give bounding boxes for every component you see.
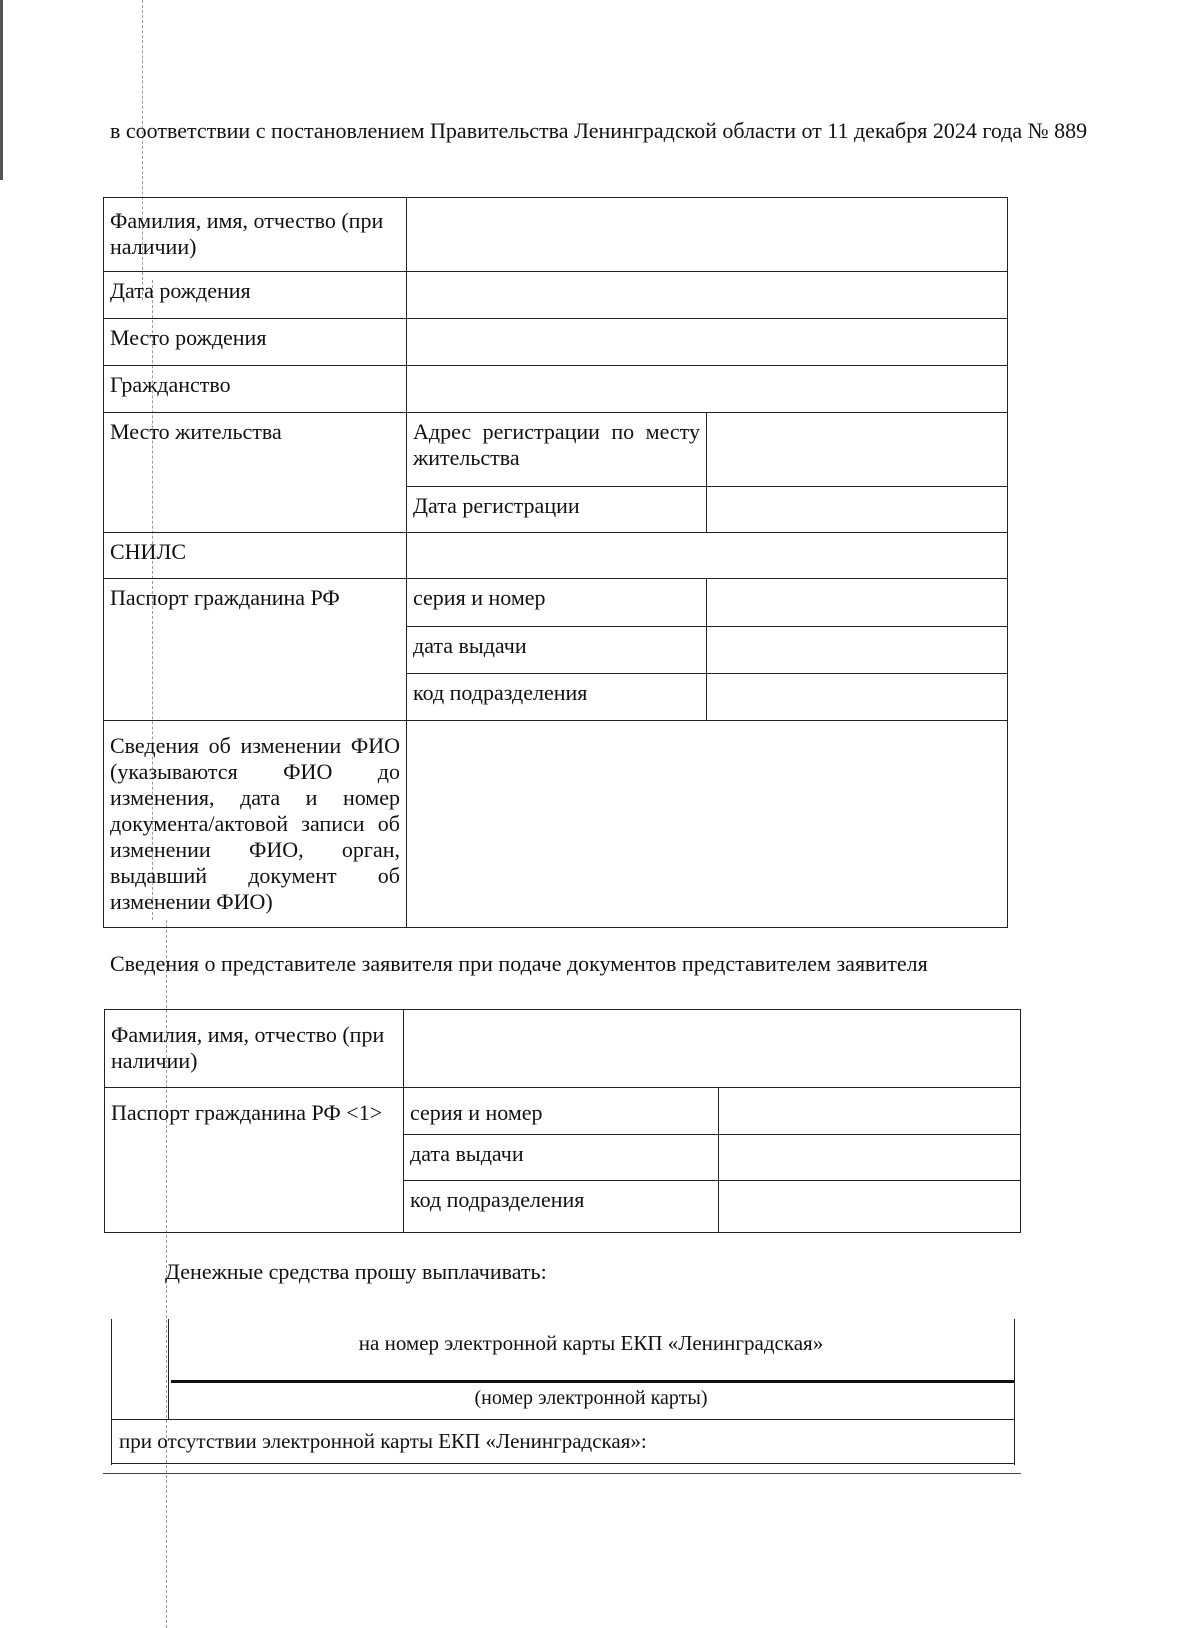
residence-label: Место жительства (104, 413, 407, 533)
rep-fio-field[interactable] (404, 1010, 1021, 1088)
reg-date-label: Дата регистрации (407, 487, 707, 533)
payout-options-box (111, 1319, 1015, 1465)
rep-passport-series-label: серия и номер (404, 1088, 719, 1135)
fio-field[interactable] (407, 198, 1008, 272)
rep-passport-label: Паспорт гражданина РФ <1> (105, 1088, 404, 1233)
representative-section-title: Сведения о представителе заявителя при подаче документов представителем заявителя (110, 951, 928, 976)
reg-date-field[interactable] (707, 487, 1008, 533)
birth-place-field[interactable] (407, 319, 1008, 366)
applicant-table (103, 197, 1008, 928)
name-change-label: Сведения об изменении ФИО (указываются ФИО до изменения, дата и номер документа/актовой записи об изменении ФИО, орган, выдавший документ об изменении ФИО) (104, 721, 407, 928)
card-number-field[interactable] (171, 1349, 1014, 1379)
no-card-option-label: при отсутствии электронной карты ЕКП «Ленинградская»: (119, 1429, 647, 1453)
payout-checkbox-divider (168, 1319, 169, 1420)
rep-passport-division-field[interactable] (719, 1181, 1021, 1233)
intro-text: в соответствии с постановлением Правительства Ленинградской области от 11 декабря 2024 года № 889 (110, 118, 1088, 143)
card-number-line (171, 1380, 1014, 1383)
card-option-label: на номер электронной карты ЕКП «Ленинградская» (358, 1331, 824, 1355)
birth-date-field[interactable] (407, 272, 1008, 319)
snils-label: СНИЛС (104, 533, 407, 579)
birth-date-label: Дата рождения (104, 272, 407, 319)
reg-address-field[interactable] (707, 413, 1008, 487)
rep-fio-label: Фамилия, имя, отчество (при наличии) (105, 1010, 404, 1088)
passport-division-field[interactable] (707, 674, 1008, 721)
rep-passport-series-field[interactable] (719, 1088, 1021, 1135)
payout-row-divider (111, 1419, 1015, 1420)
payout-box-bottom-border (111, 1463, 1015, 1464)
reg-address-label (407, 413, 707, 487)
representative-table (104, 1009, 1021, 1233)
reg-address-text: Адрес регистрации по месту жительства (413, 419, 700, 470)
citizenship-field[interactable] (407, 366, 1008, 413)
rep-passport-issue-date-field[interactable] (719, 1135, 1021, 1181)
card-option-checkbox[interactable] (113, 1321, 166, 1417)
passport-division-label: код подразделения (407, 674, 707, 721)
citizenship-label: Гражданство (104, 366, 407, 413)
snils-field[interactable] (407, 533, 1008, 579)
passport-series-field[interactable] (707, 579, 1008, 627)
rep-passport-issue-date-label: дата выдачи (404, 1135, 719, 1181)
rep-passport-division-label: код подразделения (404, 1181, 719, 1233)
passport-label: Паспорт гражданина РФ (104, 579, 407, 721)
card-number-caption: (номер электронной карты) (474, 1387, 708, 1409)
bottom-rule (103, 1473, 1021, 1474)
payout-title: Денежные средства прошу выплачивать: (165, 1259, 547, 1284)
payout-box-left-border (111, 1319, 112, 1465)
passport-series-label: серия и номер (407, 579, 707, 627)
passport-issue-date-label: дата выдачи (407, 627, 707, 674)
birth-place-label: Место рождения (104, 319, 407, 366)
fio-label: Фамилия, имя, отчество (при наличии) (104, 198, 407, 272)
scan-edge-mark (0, 0, 3, 180)
name-change-field[interactable] (407, 721, 1008, 928)
payout-box-right-border (1014, 1319, 1015, 1465)
passport-issue-date-field[interactable] (707, 627, 1008, 674)
